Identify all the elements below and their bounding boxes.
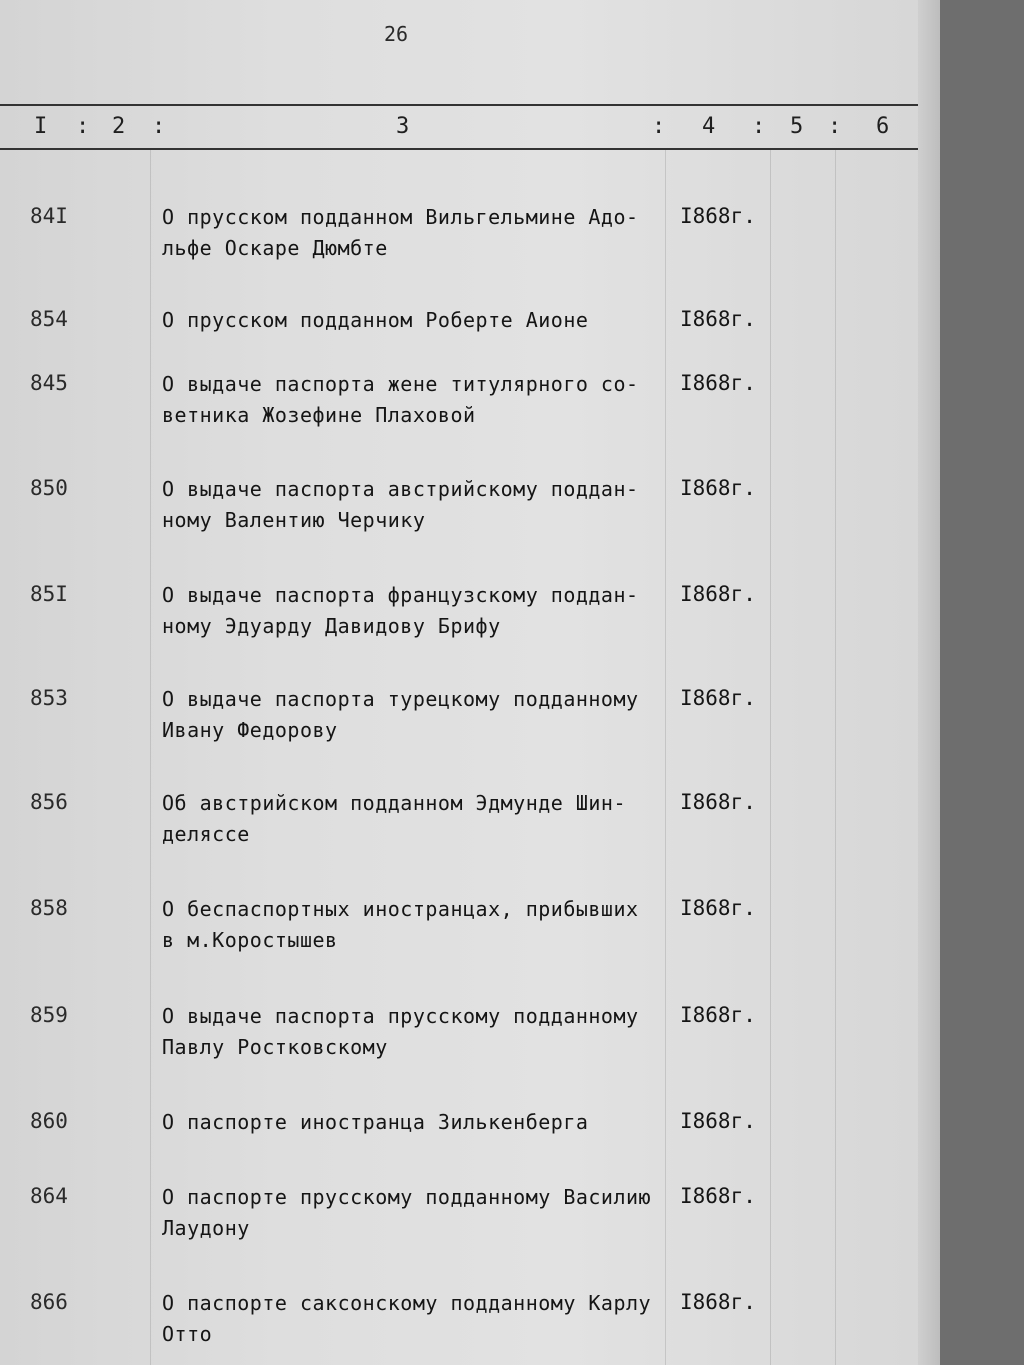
column-header-4: 4 — [702, 114, 716, 139]
entry-title-line: льфе Оскаре Дюмбте — [162, 236, 388, 260]
entry-year: I868г. — [680, 1109, 756, 1133]
entry-year: I868г. — [680, 896, 756, 920]
entry-number: 864 — [30, 1184, 68, 1208]
entry-title-line: ветника Жозефине Плаховой — [162, 403, 476, 427]
entry-number: 858 — [30, 896, 68, 920]
entry-title — [162, 580, 662, 642]
entry-year: I868г. — [680, 1003, 756, 1027]
entry-title-line: О паспорте прусскому подданному Василию — [162, 1185, 652, 1209]
entry-title-line: О выдаче паспорта турецкому подданному — [162, 687, 639, 711]
entry-title-line: Лаудону — [162, 1216, 250, 1240]
entry-year: I868г. — [680, 686, 756, 710]
entry-title — [162, 202, 662, 264]
entry-title — [162, 369, 662, 431]
entry-title-line: Отто — [162, 1322, 213, 1346]
column-line — [665, 150, 666, 1365]
column-header-1: I — [34, 114, 48, 139]
header-bottom-rule — [0, 148, 918, 150]
entry-number: 84I — [30, 204, 68, 228]
entry-title-line: О выдаче паспорта прусскому подданному — [162, 1004, 639, 1028]
entry-title-line: Ивану Федорову — [162, 718, 338, 742]
entry-title — [162, 894, 662, 956]
entry-title-line: ному Эдуарду Давидову Брифу — [162, 614, 501, 638]
entry-number: 850 — [30, 476, 68, 500]
entry-number: 856 — [30, 790, 68, 814]
entry-year: I868г. — [680, 476, 756, 500]
column-separator: : — [76, 114, 90, 139]
page-number: 26 — [384, 22, 409, 46]
entry-number: 859 — [30, 1003, 68, 1027]
entry-title-line: О прусском подданном Роберте Аионе — [162, 308, 589, 332]
column-separator: : — [752, 114, 766, 139]
entry-year: I868г. — [680, 1184, 756, 1208]
column-line — [150, 150, 151, 1365]
entry-title — [162, 1001, 662, 1063]
entry-title-line: О выдаче паспорта австрийскому поддан- — [162, 477, 639, 501]
header-top-rule — [0, 104, 918, 106]
column-separator: : — [152, 114, 166, 139]
entry-number: 860 — [30, 1109, 68, 1133]
entry-number: 866 — [30, 1290, 68, 1314]
entry-title — [162, 684, 662, 746]
entry-title — [162, 1288, 662, 1350]
entry-year: I868г. — [680, 371, 756, 395]
entry-number: 85I — [30, 582, 68, 606]
entry-year: I868г. — [680, 790, 756, 814]
entry-year: I868г. — [680, 1290, 756, 1314]
entry-title-line: ному Валентию Черчику — [162, 508, 426, 532]
column-line — [770, 150, 771, 1365]
column-header-3: 3 — [396, 114, 410, 139]
column-separator: : — [828, 114, 842, 139]
entry-title-line: О беспаспортных иностранцах, прибывших — [162, 897, 639, 921]
column-header-2: 2 — [112, 114, 126, 139]
column-header-5: 5 — [790, 114, 804, 139]
entry-title-line: О прусском подданном Вильгельмине Адо- — [162, 205, 639, 229]
entry-number: 854 — [30, 307, 68, 331]
entry-year: I868г. — [680, 307, 756, 331]
entry-title-line: Об австрийском подданном Эдмунде Шин- — [162, 791, 627, 815]
entry-title-line: Павлу Ростковскому — [162, 1035, 388, 1059]
entry-number: 845 — [30, 371, 68, 395]
entry-title-line: О выдаче паспорта жене титулярного со- — [162, 372, 639, 396]
page-edge — [918, 0, 940, 1365]
column-header-6: 6 — [876, 114, 890, 139]
entry-title-line: О паспорте саксонскому подданному Карлу — [162, 1291, 652, 1315]
entry-title-line: О паспорте иностранца Зилькенберга — [162, 1110, 589, 1134]
column-line — [835, 150, 836, 1365]
entry-year: I868г. — [680, 582, 756, 606]
entry-title — [162, 305, 662, 336]
entry-title — [162, 1107, 662, 1138]
entry-number: 853 — [30, 686, 68, 710]
entry-title-line: О выдаче паспорта французскому поддан- — [162, 583, 639, 607]
entry-title — [162, 788, 662, 850]
entry-title-line: деляссе — [162, 822, 250, 846]
entry-year: I868г. — [680, 204, 756, 228]
entry-title — [162, 474, 662, 536]
column-separator: : — [652, 114, 666, 139]
entry-title-line: в м.Коростышев — [162, 928, 338, 952]
entry-title — [162, 1182, 662, 1244]
